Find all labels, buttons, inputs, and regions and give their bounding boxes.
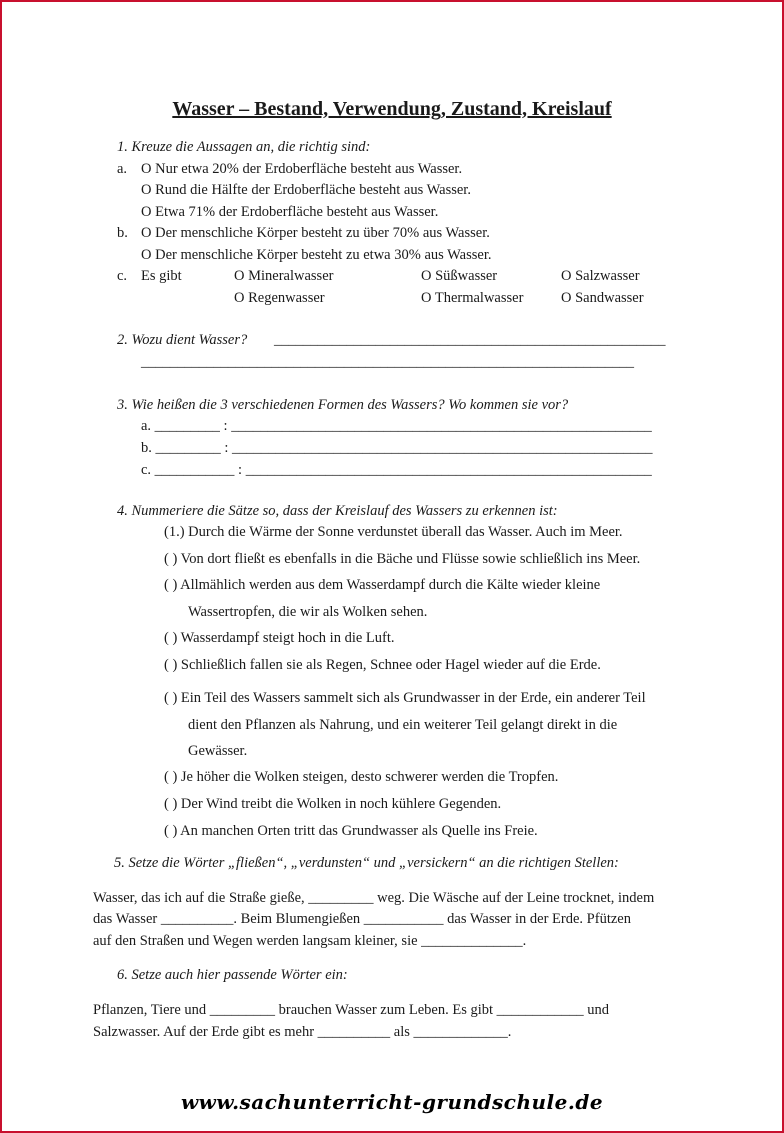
q1-c-option-suesswasser[interactable]: O Süßwasser	[421, 268, 498, 284]
q3-answer-c[interactable]: c. ___________ : ________________________________________________________	[141, 462, 652, 478]
q4-sentence-6-cont-1: dient den Pflanzen als Nahrung, und ein weiterer Teil gelangt direkt in die	[188, 717, 618, 733]
q5-text-line-3[interactable]: auf den Straßen und Wegen werden langsam kleiner, sie ______________.	[93, 933, 527, 949]
q1-heading: 1. Kreuze die Aussagen an, die richtig sind:	[117, 139, 371, 155]
q3-answer-b[interactable]: b. _________ : __________________________________________________________	[141, 440, 653, 456]
q6-text-line-1[interactable]: Pflanzen, Tiere und _________ brauchen Wasser zum Leben. Es gibt ____________ und	[93, 1002, 610, 1018]
q4-sentence-6[interactable]: ( ) Ein Teil des Wassers sammelt sich als Grundwasser in der Erde, ein anderer Teil	[164, 690, 646, 706]
q4-sentence-9[interactable]: ( ) An manchen Orten tritt das Grundwasser als Quelle ins Freie.	[164, 823, 538, 839]
q6-heading: 6. Setze auch hier passende Wörter ein:	[117, 967, 348, 983]
q4-sentence-5[interactable]: ( ) Schließlich fallen sie als Regen, Schnee oder Hagel wieder auf die Erde.	[164, 657, 601, 673]
q5-heading: 5. Setze die Wörter „fließen“, „verdunsten“ und „versickern“ an die richtigen Stellen:	[114, 855, 619, 871]
q2-heading: 2. Wozu dient Wasser?	[117, 332, 248, 348]
q4-heading: 4. Nummeriere die Sätze so, dass der Kreislauf des Wassers zu erkennen ist:	[117, 503, 558, 519]
worksheet-title: Wasser – Bestand, Verwendung, Zustand, Kreislauf	[172, 98, 612, 120]
q1-a-option-2[interactable]: O Rund die Hälfte der Erdoberfläche besteht aus Wasser.	[141, 182, 471, 198]
footer-url[interactable]: www.sachunterricht-grundschule.de	[180, 1090, 604, 1114]
q1-c-option-salzwasser[interactable]: O Salzwasser	[561, 268, 640, 284]
q1-a-marker: a.	[117, 161, 128, 177]
q1-c-option-sandwasser[interactable]: O Sandwasser	[561, 290, 644, 306]
q1-c-marker: c.	[117, 268, 128, 284]
q4-sentence-6-cont-2: Gewässer.	[188, 743, 248, 759]
q1-b-marker: b.	[117, 225, 128, 241]
q3-answer-a[interactable]: a. _________ : __________________________________________________________	[141, 418, 652, 434]
q1-c-option-thermalwasser[interactable]: O Thermalwasser	[421, 290, 524, 306]
q1-a-option-1[interactable]: O Nur etwa 20% der Erdoberfläche besteht aus Wasser.	[141, 161, 463, 177]
q4-sentence-3-cont: Wassertropfen, die wir als Wolken sehen.	[188, 604, 428, 620]
q2-answer-line-2[interactable]: ____________________________________________________________________	[141, 354, 634, 370]
q4-sentence-2[interactable]: ( ) Von dort fließt es ebenfalls in die Bäche und Flüsse sowie schließlich ins Meer.	[164, 551, 641, 567]
q2-answer-line-1[interactable]: ______________________________________________________	[274, 332, 666, 348]
q5-text-line-1[interactable]: Wasser, das ich auf die Straße gieße, _________ weg. Die Wäsche auf der Leine trocknet, indem	[93, 890, 655, 906]
q4-sentence-7[interactable]: ( ) Je höher die Wolken steigen, desto schwerer werden die Tropfen.	[164, 769, 559, 785]
q4-sentence-8[interactable]: ( ) Der Wind treibt die Wolken in noch kühlere Gegenden.	[164, 796, 502, 812]
q1-c-option-regenwasser[interactable]: O Regenwasser	[234, 290, 325, 306]
q3-heading: 3. Wie heißen die 3 verschiedenen Formen des Wassers? Wo kommen sie vor?	[117, 397, 569, 413]
q1-b-option-1[interactable]: O Der menschliche Körper besteht zu über 70% aus Wasser.	[141, 225, 490, 241]
q5-text-line-2[interactable]: das Wasser __________. Beim Blumengießen ___________ das Wasser in der Erde. Pfützen	[93, 911, 631, 927]
q1-c-option-mineralwasser[interactable]: O Mineralwasser	[234, 268, 334, 284]
q1-b-option-2[interactable]: O Der menschliche Körper besteht zu etwa 30% aus Wasser.	[141, 247, 492, 263]
q4-sentence-3[interactable]: ( ) Allmählich werden aus dem Wasserdampf durch die Kälte wieder kleine	[164, 577, 601, 593]
q1-c-label: Es gibt	[141, 268, 182, 284]
q1-a-option-3[interactable]: O Etwa 71% der Erdoberfläche besteht aus Wasser.	[141, 204, 439, 220]
q6-text-line-2[interactable]: Salzwasser. Auf der Erde gibt es mehr __________ als _____________.	[93, 1024, 512, 1040]
q4-sentence-1: (1.) Durch die Wärme der Sonne verdunstet überall das Wasser. Auch im Meer.	[164, 524, 623, 540]
q4-sentence-4[interactable]: ( ) Wasserdampf steigt hoch in die Luft.	[164, 630, 395, 646]
